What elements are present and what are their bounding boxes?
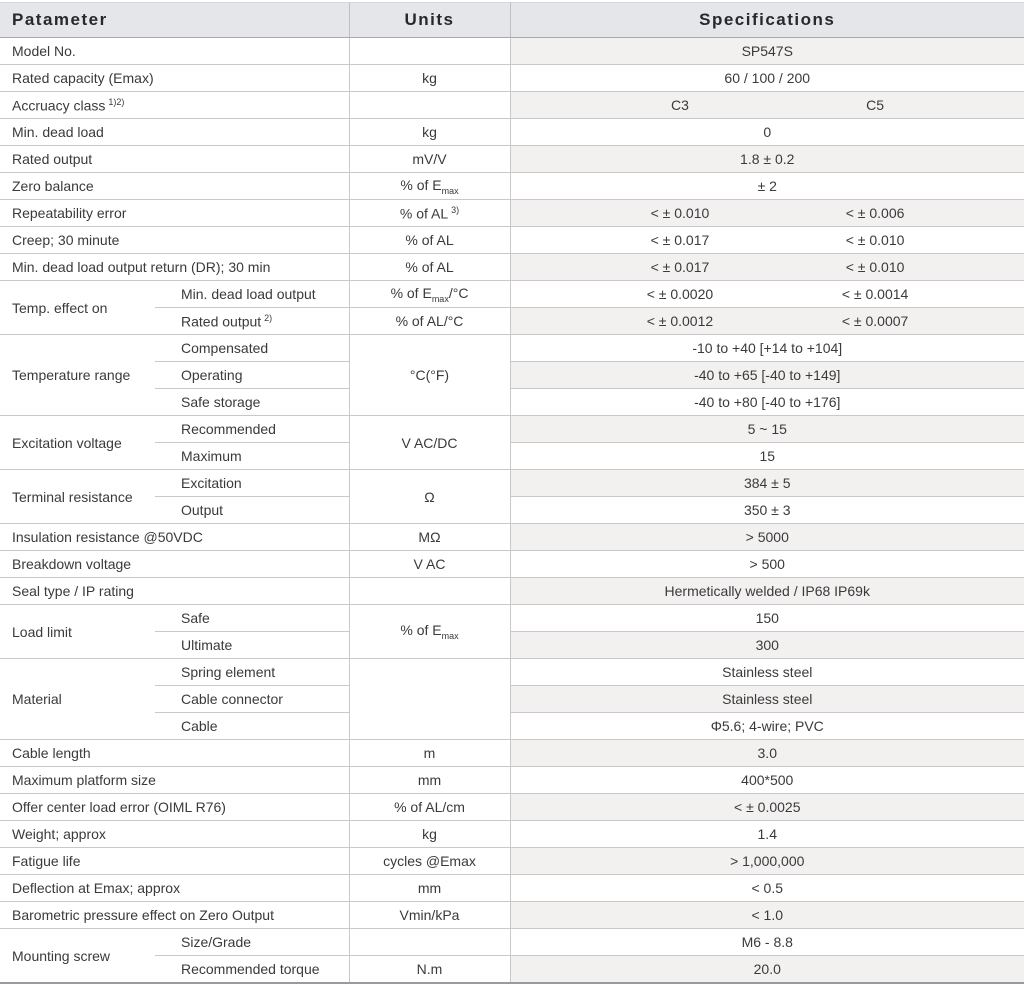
spec-cell: [510, 227, 1024, 254]
group-cell: Temp. effect on: [0, 281, 155, 335]
subparam-cell: Compensated: [155, 335, 349, 362]
table-row: [0, 551, 1024, 578]
table-row: [0, 659, 1024, 686]
subscript: max: [431, 293, 449, 304]
param-cell: Model No.: [0, 38, 349, 65]
units-cell: kg: [349, 821, 510, 848]
spec-cell: [510, 254, 1024, 281]
spec-cell: 0: [510, 119, 1024, 146]
units-cell: [349, 929, 510, 956]
param-cell: Zero balance: [0, 173, 349, 200]
units-cell: MΩ: [349, 524, 510, 551]
table-row: [0, 875, 1024, 902]
spec-cell: 350 ± 3: [510, 497, 1024, 524]
spec-cell: [510, 281, 1024, 308]
spec-sheet: [0, 2, 1024, 975]
param-cell: Rated output: [0, 146, 349, 173]
group-cell: Temperature range: [0, 335, 155, 416]
spec-cell: Stainless steel: [510, 659, 1024, 686]
param-cell: Cable length: [0, 740, 349, 767]
spec-value-right: < ± 0.010: [845, 232, 905, 248]
units-cell: mV/V: [349, 146, 510, 173]
param-cell: Offer center load error (OIML R76): [0, 794, 349, 821]
param-cell: Repeatability error: [0, 200, 349, 227]
units-cell: % of AL: [349, 227, 510, 254]
subparam-cell: Ultimate: [155, 632, 349, 659]
units-cell: kg: [349, 65, 510, 92]
units-cell: % of AL/cm: [349, 794, 510, 821]
table-row: [0, 254, 1024, 281]
units-cell: % of $E_{max}$: [349, 173, 510, 200]
footnote-marker: 2): [264, 312, 273, 323]
table-row: [0, 902, 1024, 929]
units-cell: mm: [349, 875, 510, 902]
spec-cell: -40 to +80 [-40 to +176]: [510, 389, 1024, 416]
units-cell: [349, 578, 510, 605]
spec-value-left: C3: [670, 97, 689, 113]
units-cell: [349, 659, 510, 740]
table-row: [0, 767, 1024, 794]
subparam-cell: Size/Grade: [155, 929, 349, 956]
spec-cell: > 500: [510, 551, 1024, 578]
subparam-cell: Min. dead load output: [155, 281, 349, 308]
table-row: [0, 173, 1024, 200]
units-cell: Vmin/kPa: [349, 902, 510, 929]
footnote-marker: 3): [451, 204, 460, 215]
subparam-cell: Cable: [155, 713, 349, 740]
table-row: [0, 470, 1024, 497]
units-cell: V AC/DC: [349, 416, 510, 470]
spec-cell: [510, 92, 1024, 119]
param-cell: Seal type / IP rating: [0, 578, 349, 605]
spec-cell: [510, 200, 1024, 227]
table-row: [0, 578, 1024, 605]
subparam-cell: Recommended torque: [155, 956, 349, 984]
units-cell: [349, 38, 510, 65]
table-row: [0, 38, 1024, 65]
table-row: [0, 281, 1024, 308]
table-row: [0, 200, 1024, 227]
spec-value-left: < ± 0.010: [650, 205, 710, 221]
param-cell: Min. dead load: [0, 119, 349, 146]
units-cell: % of AL: [349, 254, 510, 281]
spec-cell: < 0.5: [510, 875, 1024, 902]
spec-value-right: < ± 0.010: [845, 259, 905, 275]
group-cell: Excitation voltage: [0, 416, 155, 470]
spec-cell: M6 - 8.8: [510, 929, 1024, 956]
table-row: [0, 794, 1024, 821]
table-row: [0, 65, 1024, 92]
units-cell: % of $E_{max}$: [349, 605, 510, 659]
group-cell: Load limit: [0, 605, 155, 659]
units-cell: N.m: [349, 956, 510, 984]
units-cell: m: [349, 740, 510, 767]
col-header-units: Units: [349, 3, 510, 38]
param-cell: Fatigue life: [0, 848, 349, 875]
table-row: [0, 227, 1024, 254]
spec-cell: 5 ~ 15: [510, 416, 1024, 443]
col-header-specifications: Specifications: [510, 3, 1024, 38]
spec-value-right: < ± 0.0007: [841, 313, 909, 329]
header-row: [0, 3, 1024, 38]
subscript: max: [441, 185, 459, 196]
table-row: [0, 929, 1024, 956]
spec-value-left: < ± 0.017: [650, 259, 710, 275]
spec-cell: 150: [510, 605, 1024, 632]
param-cell: Min. dead load output return (DR); 30 min: [0, 254, 349, 281]
spec-cell: 300: [510, 632, 1024, 659]
units-cell: % of AL $^{3)}$: [349, 200, 510, 227]
table-row: [0, 146, 1024, 173]
table-row: [0, 524, 1024, 551]
spec-cell: -40 to +65 [-40 to +149]: [510, 362, 1024, 389]
spec-value-left: < ± 0.0020: [646, 286, 714, 302]
spec-cell: 3.0: [510, 740, 1024, 767]
spec-value-left: < ± 0.017: [650, 232, 710, 248]
subparam-cell: Recommended: [155, 416, 349, 443]
subparam-cell: Output: [155, 497, 349, 524]
spec-cell: > 1,000,000: [510, 848, 1024, 875]
table-row: [0, 821, 1024, 848]
table-row: [0, 740, 1024, 767]
subparam-cell: Safe: [155, 605, 349, 632]
param-cell: Accruacy class $^{1)2)}$: [0, 92, 349, 119]
table-row: [0, 119, 1024, 146]
table-row: [0, 416, 1024, 443]
units-cell: [349, 92, 510, 119]
units-cell: kg: [349, 119, 510, 146]
spec-table: [0, 2, 1024, 984]
spec-cell: Hermetically welded / IP68 IP69k: [510, 578, 1024, 605]
table-row: [0, 848, 1024, 875]
param-cell: Insulation resistance @50VDC: [0, 524, 349, 551]
subparam-cell: Operating: [155, 362, 349, 389]
table-row: [0, 605, 1024, 632]
spec-cell: -10 to +40 [+14 to +104]: [510, 335, 1024, 362]
subparam-cell: Cable connector: [155, 686, 349, 713]
subscript: max: [441, 630, 459, 641]
table-row: [0, 335, 1024, 362]
param-cell: Creep; 30 minute: [0, 227, 349, 254]
table-row: [0, 92, 1024, 119]
units-cell: cycles @Emax: [349, 848, 510, 875]
footnote-marker: 1)2): [108, 96, 125, 107]
spec-cell: 20.0: [510, 956, 1024, 984]
param-cell: Maximum platform size: [0, 767, 349, 794]
units-cell: °C(°F): [349, 335, 510, 416]
group-cell: Terminal resistance: [0, 470, 155, 524]
spec-cell: SP547S: [510, 38, 1024, 65]
param-cell: Deflection at Emax; approx: [0, 875, 349, 902]
subparam-cell: Safe storage: [155, 389, 349, 416]
subparam-cell: Maximum: [155, 443, 349, 470]
spec-cell: 384 ± 5: [510, 470, 1024, 497]
spec-cell: 400*500: [510, 767, 1024, 794]
spec-cell: 1.8 ± 0.2: [510, 146, 1024, 173]
spec-cell: Φ5.6; 4-wire; PVC: [510, 713, 1024, 740]
units-cell: % of $E_{max}/^\circ C$: [349, 281, 510, 308]
spec-cell: Stainless steel: [510, 686, 1024, 713]
spec-cell: < ± 0.0025: [510, 794, 1024, 821]
subparam-cell: Rated output $^{2)}$: [155, 308, 349, 335]
subparam-cell: Excitation: [155, 470, 349, 497]
units-cell: V AC: [349, 551, 510, 578]
param-cell: Breakdown voltage: [0, 551, 349, 578]
col-header-parameter: Patameter: [0, 3, 349, 38]
units-cell: mm: [349, 767, 510, 794]
spec-cell: ± 2: [510, 173, 1024, 200]
spec-cell: 60 / 100 / 200: [510, 65, 1024, 92]
spec-value-left: < ± 0.0012: [646, 313, 714, 329]
spec-cell: 15: [510, 443, 1024, 470]
units-cell: Ω: [349, 470, 510, 524]
subparam-cell: Spring element: [155, 659, 349, 686]
group-cell: Material: [0, 659, 155, 740]
units-cell: % of AL/°C: [349, 308, 510, 335]
spec-value-right: C5: [866, 97, 885, 113]
group-cell: Mounting screw: [0, 929, 155, 984]
param-cell: Weight; approx: [0, 821, 349, 848]
spec-cell: < 1.0: [510, 902, 1024, 929]
spec-cell: > 5000: [510, 524, 1024, 551]
spec-value-right: < ± 0.006: [845, 205, 905, 221]
spec-cell: 1.4: [510, 821, 1024, 848]
spec-cell: [510, 308, 1024, 335]
spec-value-right: < ± 0.0014: [841, 286, 909, 302]
param-cell: Barometric pressure effect on Zero Output: [0, 902, 349, 929]
param-cell: Rated capacity (Emax): [0, 65, 349, 92]
